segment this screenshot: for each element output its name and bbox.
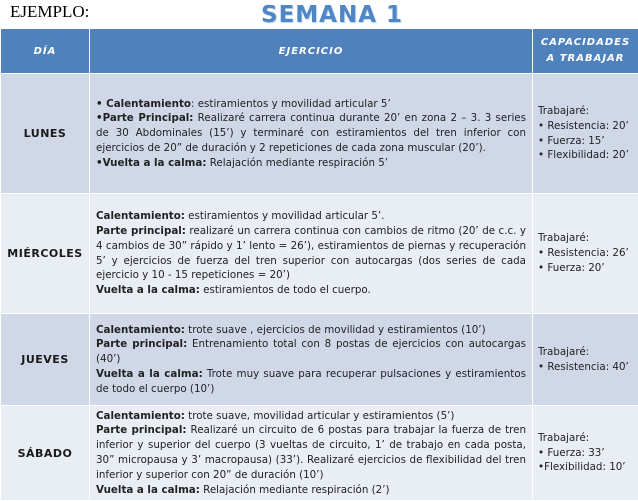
main-part-text: Realizaré carrera continua durante 20’ en zona 2 – 3. 3 series de 30 Abdominales (15’) y terminaré con estiramientos del tren inferior con ejercicios de 20” de duración y 2 repeticiones de cada zona muscular (20’).: [96, 112, 526, 154]
day-cell: LUNES: [1, 74, 90, 194]
header-day: DÍA: [1, 29, 90, 74]
capacity-item: Trabajaré:: [538, 345, 633, 360]
cooldown-line: [96, 483, 526, 498]
header-exercise: EJERCICIO: [90, 29, 533, 74]
main-part-text: Entrenamiento total con 8 postas de ejercicios con autocargas (40’): [96, 338, 526, 365]
cooldown-line: [96, 283, 526, 298]
table-row: [1, 406, 638, 501]
day-cell: SÁBADO: [1, 406, 90, 501]
table-header-row: [1, 29, 638, 74]
capacity-item: Trabajaré:: [538, 104, 633, 119]
table-row: [1, 74, 638, 194]
capacity-item: •Flexibilidad: 10’: [538, 460, 633, 475]
warmup-label: Calentamiento:: [96, 410, 185, 422]
capacity-item: Trabajaré:: [538, 231, 633, 246]
capacity-item: • Fuerza: 33’: [538, 446, 633, 461]
cooldown-label: Vuelta a la calma:: [96, 484, 200, 496]
header-capacities-line2: A TRABAJAR: [533, 51, 638, 67]
cooldown-label: Vuelta a la calma:: [96, 368, 203, 380]
day-cell: MIÉRCOLES: [1, 194, 90, 314]
header-capacities: [533, 29, 638, 74]
exercise-cell: [90, 74, 533, 194]
capacities-cell: [533, 314, 638, 406]
warmup-line: [96, 409, 526, 424]
warmup-text: trote suave , ejercicios de movilidad y estiramientos (10’): [185, 324, 486, 336]
warmup-label: • Calentamiento: [96, 98, 191, 110]
capacity-item: • Resistencia: 26’: [538, 246, 633, 261]
warmup-line: [96, 323, 526, 338]
exercise-cell: [90, 314, 533, 406]
capacities-cell: [533, 406, 638, 501]
warmup-text: : estiramientos y movilidad articular 5’: [191, 98, 391, 110]
warmup-line: [96, 97, 526, 112]
cooldown-text: estiramientos de todo el cuerpo.: [200, 284, 371, 296]
main-part-label: Parte principal:: [96, 225, 186, 237]
table-row: [1, 314, 638, 406]
capacities-cell: [533, 74, 638, 194]
header-capacities-line1: CAPACIDADES: [533, 35, 638, 51]
table-row: [1, 194, 638, 314]
cooldown-text: Relajación mediante respiración (2’): [200, 484, 390, 496]
warmup-label: Calentamiento:: [96, 210, 185, 222]
cooldown-line: [96, 156, 526, 171]
capacity-item: • Fuerza: 20’: [538, 261, 633, 276]
training-schedule-table: [0, 28, 638, 501]
cooldown-text: Trote muy suave para recuperar pulsaciones y estiramientos de todo el cuerpo (10’): [96, 368, 526, 395]
capacity-item: • Flexibilidad: 20’: [538, 148, 633, 163]
day-cell: JUEVES: [1, 314, 90, 406]
week-title: SEMANA 1: [261, 2, 403, 28]
warmup-label: Calentamiento:: [96, 324, 185, 336]
main-part-line: [96, 224, 526, 283]
exercise-cell: [90, 194, 533, 314]
main-part-text: realizaré un carrera continua con cambios de ritmo (20’ de c.c. y 4 cambios de 30” rápido y 1’ lento = 26’), estiramientos de piernas y recuperación 5’ y ejercicios de fuerza del tren superior con autocargas (dos series de cada ejercicio y 10 - 15 repeticiones = 20’): [96, 225, 526, 281]
main-part-text: Realizaré un circuito de 6 postas para trabajar la fuerza de tren inferior y superior del cuerpo (3 vueltas de circuito, 1’ de trabajo en cada posta, 30” micropausa y 3’ macropausa) (33’). Realizaré ejercicios de flexibilidad del tren inferior y superior con 20” de duración (10’): [96, 424, 526, 480]
cooldown-line: [96, 367, 526, 397]
example-label: EJEMPLO:: [10, 2, 89, 22]
capacities-cell: [533, 194, 638, 314]
capacity-item: Trabajaré:: [538, 431, 633, 446]
exercise-cell: [90, 406, 533, 501]
main-part-label: Parte principal:: [96, 338, 187, 350]
main-part-line: [96, 111, 526, 155]
main-part-label: •Parte Principal:: [96, 112, 193, 124]
capacity-item: • Resistencia: 40’: [538, 360, 633, 375]
warmup-text: trote suave, movilidad articular y estiramientos (5’): [185, 410, 455, 422]
slide-header: [0, 0, 638, 28]
warmup-text: estiramientos y movilidad articular 5’.: [185, 210, 385, 222]
main-part-line: [96, 337, 526, 367]
capacity-item: • Resistencia: 20’: [538, 119, 633, 134]
cooldown-text: Relajación mediante respiración 5’: [206, 157, 388, 169]
cooldown-label: •Vuelta a la calma:: [96, 157, 206, 169]
main-part-label: Parte principal:: [96, 424, 186, 436]
cooldown-label: Vuelta a la calma:: [96, 284, 200, 296]
warmup-line: [96, 209, 526, 224]
main-part-line: [96, 423, 526, 482]
capacity-item: • Fuerza: 15’: [538, 134, 633, 149]
